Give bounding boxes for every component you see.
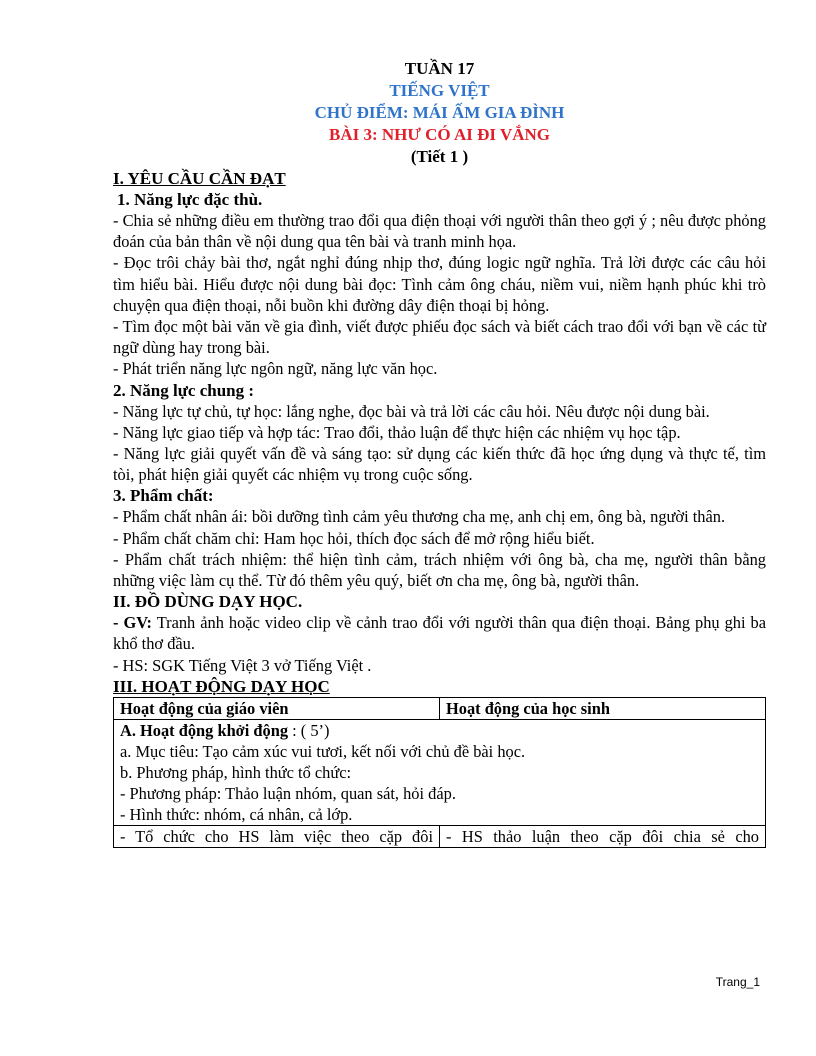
activity-line: b. Phương pháp, hình thức tổ chức: [120, 762, 352, 782]
materials-teacher-text: Tranh ảnh hoặc video clip về cảnh trao đổi với người thân qua điện thoại. Bảng phụ ghi ba khổ thơ đầu. [113, 613, 766, 654]
week-heading: TUẦN 17 [404, 59, 475, 78]
activity-line: - Phương pháp: Thảo luận nhóm, quan sát, hỏi đáp. [120, 783, 456, 803]
period-heading: (Tiết 1 ) [410, 147, 469, 166]
materials-teacher [113, 612, 766, 654]
general-competence-item: - Năng lực giao tiếp và hợp tác: Trao đổi, thảo luận để thực hiện các nhiệm vụ học tập. [113, 422, 681, 442]
teacher-column-header: Hoạt động của giáo viên [114, 697, 440, 719]
qualities-title: 3. Phẩm chất: [113, 486, 214, 506]
section-materials-title: II. ĐỒ DÙNG DẠY HỌC. [113, 592, 303, 612]
activity-time: : ( 5’) [288, 720, 330, 740]
table-header-row [114, 697, 766, 719]
section-requirements-title: I. YÊU CẦU CẦN ĐẠT [113, 169, 286, 188]
student-column-header: Hoạt động của học sinh [440, 697, 766, 719]
qualities-item: - Phẩm chất nhân ái: bồi dưỡng tình cảm yêu thương cha mẹ, anh chị em, ông bà, người thân. [113, 507, 726, 527]
qualities-item: - Phẩm chất chăm chỉ: Ham học hỏi, thích đọc sách để mở rộng hiểu biết. [113, 528, 595, 548]
general-competence-item: - Năng lực giải quyết vấn đề và sáng tạo: sử dụng các kiến thức đã học ứng dụng và thực tế, tìm tòi, phát hiện giải quyết các nhiệm vụ trong cuộc sống. [113, 444, 766, 485]
section-activities-title: III. HOẠT ĐỘNG DẠY HỌC [113, 676, 330, 696]
activity-title [120, 720, 759, 741]
teacher-cell: - Tổ chức cho HS làm việc theo cặp đôi [114, 825, 440, 847]
general-competence-title: 2. Năng lực chung : [113, 380, 255, 400]
activity-cell [114, 719, 766, 825]
lesson-heading: BÀI 3: NHƯ CÓ AI ĐI VẮNG [328, 125, 551, 144]
specific-competence-title: 1. Năng lực đặc thù. [117, 190, 263, 209]
specific-competence-item: - Phát triển năng lực ngôn ngữ, năng lực văn học. [113, 359, 438, 379]
page-number: Trang_1 [715, 975, 760, 989]
specific-competence-item: - Chia sẻ những điều em thường trao đổi qua điện thoại với người thân theo gợi ý ; nêu được phỏng đoán của bản thân về nội dung qua tên bài và tranh minh họa. [113, 211, 766, 252]
qualities-item: - Phẩm chất trách nhiệm: thể hiện tình cảm, trách nhiệm với ông bà, cha mẹ, người thân bằng những việc làm cụ thể. Từ đó thêm yêu quý, biết ơn cha mẹ, ông bà, người thân. [113, 549, 766, 591]
materials-teacher-label: - GV: [113, 613, 152, 633]
subject-heading: TIẾNG VIỆT [389, 81, 490, 100]
student-cell: - HS thảo luận theo cặp đôi chia sẻ cho [440, 825, 766, 847]
document-page [113, 58, 766, 848]
specific-competence-item: - Tìm đọc một bài văn về gia đình, viết được phiếu đọc sách và biết cách trao đổi với bạn về các từ ngữ dùng hay trong bài. [113, 317, 766, 358]
specific-competence-item: - Đọc trôi chảy bài thơ, ngắt nghỉ đúng nhịp thơ, đúng logic ngữ nghĩa. Trả lời được các câu hỏi tìm hiểu bài. Hiểu được nội dung bài đọc: Tình cảm ông cháu, niềm vui, niềm hạnh phúc khi trò chuyện qua điện thoại, nỗi buồn khi đường dây điện thoại bị hỏng. [113, 253, 766, 315]
activity-title-label: A. Hoạt động khởi động [120, 720, 289, 740]
activities-table [113, 697, 766, 848]
materials-student: - HS: SGK Tiếng Việt 3 vở Tiếng Việt . [113, 655, 372, 675]
general-competence-item: - Năng lực tự chủ, tự học: lắng nghe, đọc bài và trả lời các câu hỏi. Nêu được nội dung bài. [113, 401, 710, 421]
table-row [114, 825, 766, 847]
table-row [114, 719, 766, 825]
activity-line: a. Mục tiêu: Tạo cảm xúc vui tươi, kết nối với chủ đề bài học. [120, 741, 526, 761]
activity-line: - Hình thức: nhóm, cá nhân, cả lớp. [120, 804, 353, 824]
theme-heading: CHỦ ĐIỂM: MÁI ẤM GIA ĐÌNH [314, 103, 565, 122]
